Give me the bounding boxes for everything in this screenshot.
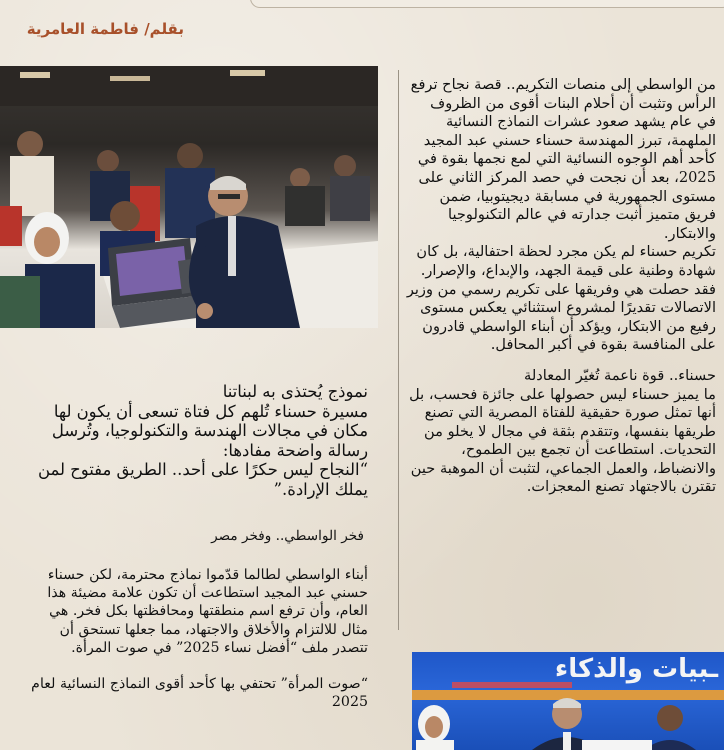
right-paragraph-2: حسناء.. قوة ناعمة تُغيّر المعادلة ما يميز حسناء ليس حصولها على جائزة فحسب، بل أنها تمثل صورة حقيقية للفتاة المصرية التي تصنع طريقها بنفسها، وتتقدم بثقة في مجال لا يخلو من التحديات. استطاعت أن تجمع بين الطموح، والانضباط، والعمل الجماعي، لتثبت أن الموهبة حين تقترن بالاجتهاد تصنع المعجزات. [409, 366, 716, 496]
pride-section [28, 566, 368, 711]
right-column [404, 76, 716, 497]
column-divider [398, 70, 399, 630]
author-byline: بقلم/ فاطمة العامرية [26, 20, 184, 38]
top-frame-edge [250, 0, 724, 8]
right-paragraph-1: من الواسطي إلى منصات التكريم.. قصة نجاح ترفع الرأس وتثبت أن أحلام البنات أقوى من الظروف في عام يشهد صعود عشرات النماذج النسائية الملهمة، تبرز المهندسة حسناء حسني عبد المجيد كأحد أهم الوجوه النسائية التي لمع نجمها بقوة في 2025، بعد أن نجحت في حصد المركز الثاني على مستوى الجمهورية في مسابقة ديجيتوبيا، ضمن فريق متميز أثبت جدارته في عالم التكنولوجيا والابتكار. تكريم حسناء لم يكن مجرد لحظة احتفالية، بل كان شهادة وطنية على قيمة الجهد، والإبداع، والإصرار. فقد حصلت هي وفريقها على تكريم رسمي من وزير الاتصالات تقديرًا لمشروع استثنائي يعكس مستوى رفيع من الابتكار، ويؤكد أن أبناء الواسطي قادرون على المنافسة بقوة في أكبر المحافل. [406, 76, 716, 354]
role-model-section [28, 382, 368, 499]
pride-paragraph: أبناء الواسطي لطالما قدّموا نماذج محترمة، لكن حسناء حسني عبد المجيد استطاعت أن تكون علامة مضيئة هذا العام، وأن ترفع اسم منطقتها ومحافظتها بكل فخر. هي مثال للالتزام والأخلاق والاجتهاد، مما جعلها تستحق أن تتصدر ملف “أفضل نساء 2025” في صوت المرأة. [47, 567, 368, 656]
celebration-paragraph: “صوت المرأة” تحتفي بها كأحد أقوى النماذج النسائية لعام 2025 [31, 676, 368, 711]
main-event-photo-illustration [0, 66, 378, 328]
award-ceremony-photo [412, 652, 724, 750]
banner-text: ـبيات والذكاء [554, 654, 718, 684]
role-model-text: نموذج يُحتذى به لبناتنا مسيرة حسناء تُلهم كل فتاة تسعى أن يكون لها مكان في مجالات الهندسة والتكنولوجيا، وتُرسل رسالة واضحة مفادها: “النجاح ليس حكرًا على أحد.. الطريق مفتوح لمن يملك الإرادة.” [38, 382, 368, 499]
main-event-photo [0, 66, 378, 328]
pride-subheading: فخر الواسطي.. وفخر مصر [211, 528, 364, 544]
